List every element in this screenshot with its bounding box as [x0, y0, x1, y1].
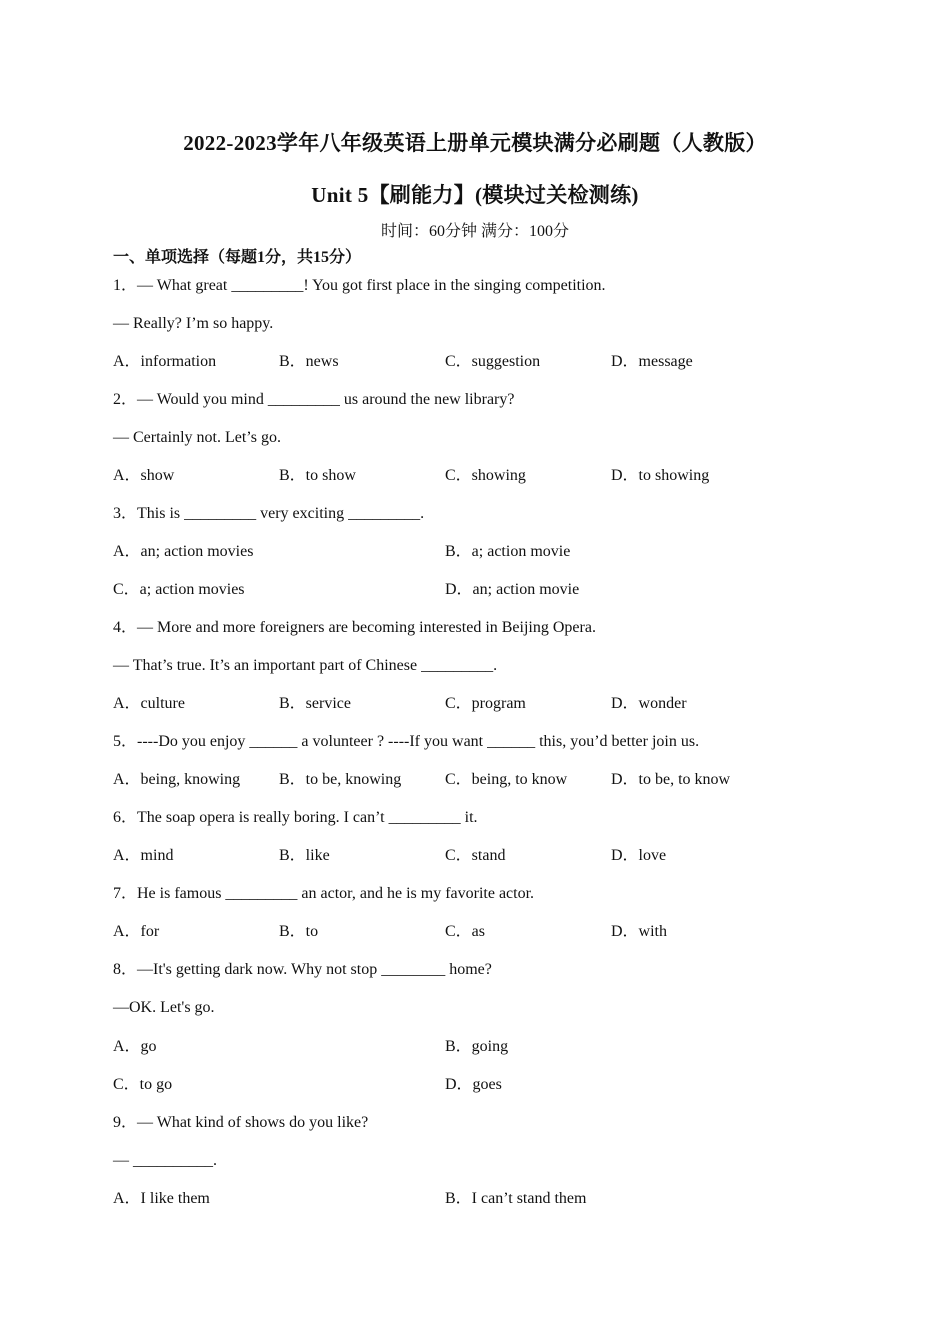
question-1-option-d: D．message [611, 353, 693, 370]
question-1-option-c: C．suggestion [445, 353, 541, 370]
question-7-option-b: B．to [279, 923, 319, 940]
question-6-option-a: A．mind [113, 847, 174, 864]
document-title: 2022-2023学年八年级英语上册单元模块满分必刷题（人教版） [183, 131, 767, 155]
question-3-option-b: B．a; action movie [445, 543, 571, 560]
question-8-option-d: D．goes [445, 1076, 502, 1093]
question-5-option-c: C．being, to know [445, 771, 568, 788]
question-8-option-a: A．go [113, 1038, 157, 1055]
question-3-option-a: A．an; action movies [113, 543, 254, 560]
question-5-option-b: B．to be, knowing [279, 771, 402, 788]
question-2-option-b: B．to show [279, 467, 356, 484]
question-9-option-b: B．I can’t stand them [445, 1190, 587, 1207]
question-9-stem: 9．— What kind of shows do you like? [113, 1114, 369, 1131]
question-9-reply: — __________. [113, 1152, 217, 1169]
question-4-option-c: C．program [445, 695, 526, 712]
question-4-option-d: D．wonder [611, 695, 687, 712]
question-8-reply: —OK. Let's go. [113, 999, 215, 1016]
question-2-option-c: C．showing [445, 467, 526, 484]
question-6-option-b: B．like [279, 847, 330, 864]
question-3-option-c: C．a; action movies [113, 581, 245, 598]
question-7-option-a: A．for [113, 923, 160, 940]
question-5-option-a: A．being, knowing [113, 771, 241, 788]
time-and-score: 时间：60分钟 满分：100分 [380, 223, 569, 240]
question-5-stem: 5．----Do you enjoy ______ a volunteer ? ----If you want ______ this, you’d better join us. [113, 733, 700, 750]
question-4-reply: — That’s true. It’s an important part of Chinese _________. [113, 657, 498, 674]
question-2-option-d: D．to showing [611, 467, 710, 484]
question-7-option-c: C．as [445, 923, 486, 940]
question-8-option-c: C．to go [113, 1076, 173, 1093]
question-1-option-a: A．information [113, 353, 217, 370]
unit-subtitle: Unit 5【刷能力】(模块过关检测练) [311, 183, 639, 207]
question-4-stem: 4．— More and more foreigners are becoming interested in Beijing Opera. [113, 619, 596, 636]
question-8-option-b: B．going [445, 1038, 509, 1055]
question-6-option-c: C．stand [445, 847, 506, 864]
question-1-stem: 1．— What great _________! You got first place in the singing competition. [113, 277, 606, 294]
question-3-stem: 3．This is _________ very exciting _________. [113, 505, 425, 522]
section-heading: 一、单项选择（每题1分，共15分） [113, 249, 362, 266]
question-4-option-a: A．culture [113, 695, 185, 712]
question-9-option-a: A．I like them [113, 1190, 210, 1207]
question-4-option-b: B．service [279, 695, 351, 712]
question-2-option-a: A．show [113, 467, 175, 484]
question-7-stem: 7．He is famous _________ an actor, and he is my favorite actor. [113, 885, 535, 902]
question-6-option-d: D．love [611, 847, 667, 864]
question-7-option-d: D．with [611, 923, 668, 940]
question-3-option-d: D．an; action movie [445, 581, 580, 598]
question-2-reply: — Certainly not. Let’s go. [113, 429, 281, 446]
question-6-stem: 6．The soap opera is really boring. I can’t _________ it. [113, 809, 478, 826]
question-5-option-d: D．to be, to know [611, 771, 731, 788]
question-1-option-b: B．news [279, 353, 339, 370]
question-1-reply: — Really? I’m so happy. [113, 315, 274, 332]
question-8-stem: 8．—It's getting dark now. Why not stop ________ home? [113, 961, 492, 978]
question-2-stem: 2．— Would you mind _________ us around the new library? [113, 391, 515, 408]
